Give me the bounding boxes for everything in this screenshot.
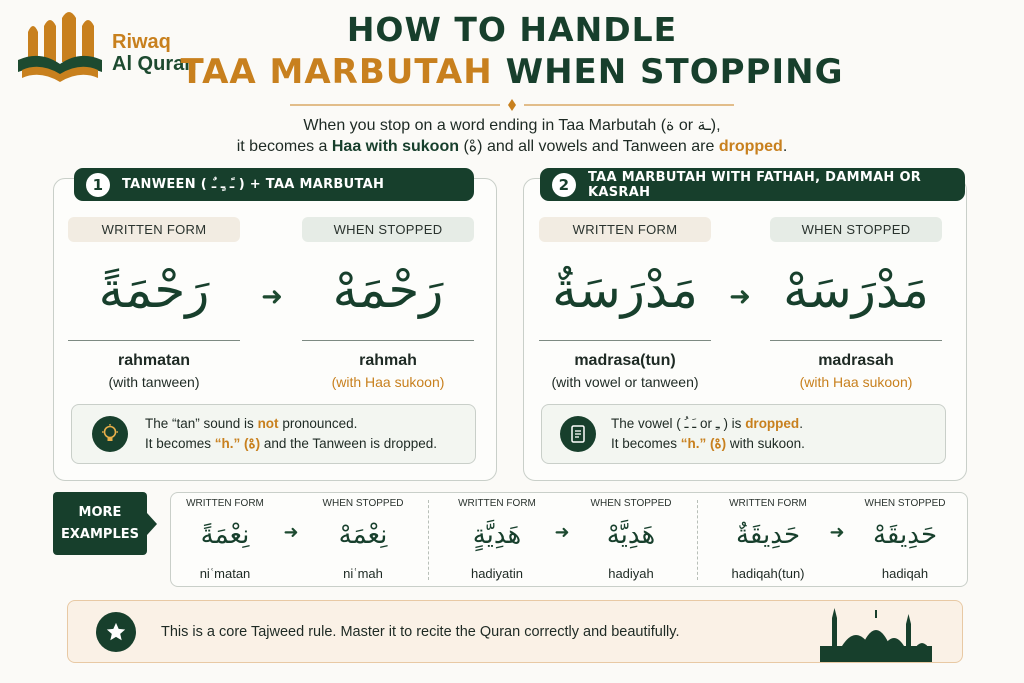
example2-written-arabic: هَدِيَّةٍ (472, 520, 522, 550)
section2-heading: TAA MARBUTAH WITH FATHAH, DAMMAH OR KASRAH (588, 169, 922, 200)
intro-line2 (0, 136, 1024, 156)
document-icon (560, 416, 596, 452)
section1-header (74, 168, 474, 201)
brand-name-line2: Al Quran (112, 53, 197, 75)
example1-stopped-label: WHEN STOPPED (322, 498, 404, 509)
more-examples-label (53, 492, 147, 555)
more-label-pointer (147, 513, 157, 535)
arrow-right-icon: ➜ (829, 522, 845, 543)
section2-tip-line2 (611, 434, 805, 454)
lightbulb-icon (92, 416, 128, 452)
example2-written-translit: hadiyatin (470, 566, 524, 581)
more-label-line2: EXAMPLES (61, 526, 139, 542)
section2-stopped-note: (with Haa sukoon) (799, 374, 913, 390)
title-highlight: TAA MARBUTAH (180, 52, 493, 92)
example2-stopped-arabic: هَدِيَّهْ (606, 520, 656, 550)
divider (539, 340, 711, 341)
example1-stopped-translit: niʿmah (343, 566, 383, 581)
intro-text: it becomes a (236, 138, 332, 155)
arrow-right-icon: ➜ (729, 282, 751, 312)
divider (770, 340, 942, 341)
tip-text: with sukoon. (726, 436, 805, 451)
tip-text: . (799, 416, 803, 431)
footer-text: This is a core Tajweed rule. Master it to recite the Quran correctly and beautifully. (161, 624, 680, 640)
tip-text: It becomes (611, 436, 681, 451)
section1-stopped-note: (with Haa sukoon) (331, 374, 445, 390)
section1-heading: TANWEEN ( ـً ـٍ ـٌ ) + TAA MARBUTAH (122, 177, 385, 192)
arrow-right-icon: ➜ (283, 522, 299, 543)
title-divider (290, 99, 734, 111)
section1-number: 1 (86, 173, 110, 197)
title-rest: WHEN STOPPING (505, 52, 844, 92)
title-line2 (0, 52, 1024, 92)
section1-tip-line1 (145, 414, 357, 434)
section2-stopped-translit: madrasah (818, 352, 894, 369)
divider (302, 340, 474, 341)
star-icon (96, 612, 136, 652)
tip-emphasis: “h.” (هْ) (680, 436, 727, 451)
title-line1: HOW TO HANDLE (346, 10, 678, 49)
brand-name-line1: Riwaq (112, 31, 171, 53)
section1-written-arabic: رَحْمَةً (98, 261, 210, 319)
section1-stopped-label: WHEN STOPPED (302, 217, 474, 242)
example3-written-translit: hadiqah(tun) (731, 566, 805, 581)
section2-tip-line1 (611, 414, 803, 434)
section1-written-note: (with tanween) (108, 374, 200, 390)
example3-written-arabic: حَدِيقَةٌ (735, 520, 801, 550)
divider (697, 500, 698, 580)
example1-written-translit: niʿmatan (199, 566, 251, 581)
section1-tip-line2 (145, 434, 437, 454)
intro-line1: When you stop on a word ending in Taa Marbutah (ة or ـة), (303, 117, 721, 134)
example1-written-arabic: نِعْمَةً (200, 520, 250, 550)
intro-emphasis-dropped: dropped (718, 138, 783, 155)
tip-text: The vowel ( ـَ ـُ or ـِ ) is (611, 416, 746, 431)
section2-stopped-arabic: مَدْرَسَهْ (783, 261, 929, 319)
tip-text: and the Tanween is dropped. (260, 436, 437, 451)
example3-stopped-arabic: حَدِيقَهْ (872, 520, 938, 550)
divider (68, 340, 240, 341)
section1-stopped-translit: rahmah (359, 352, 417, 369)
section1-written-label: WRITTEN FORM (68, 217, 240, 242)
section2-written-note: (with vowel or tanween) (551, 374, 699, 390)
tip-text: The “tan” sound is (145, 416, 258, 431)
arrow-right-icon: ➜ (554, 522, 570, 543)
tip-text: It becomes (145, 436, 215, 451)
example2-written-label: WRITTEN FORM (458, 498, 536, 509)
example1-stopped-arabic: نِعْمَهْ (338, 520, 388, 550)
tip-emphasis: “h.” (هْ) (214, 436, 261, 451)
section2-written-arabic: مَدْرَسَةٌ (552, 261, 698, 319)
tip-emphasis: dropped (745, 416, 800, 431)
section1-stopped-arabic: رَحْمَهْ (332, 261, 444, 319)
example3-written-label: WRITTEN FORM (729, 498, 807, 509)
section1-written-translit: rahmatan (117, 352, 191, 369)
more-label-line1: MORE (78, 504, 122, 520)
example3-stopped-label: WHEN STOPPED (864, 498, 946, 509)
tip-emphasis: not (257, 416, 279, 431)
section2-header (540, 168, 965, 201)
arrow-right-icon: ➜ (261, 282, 283, 312)
mosque-silhouette-icon (818, 606, 933, 662)
example3-stopped-translit: hadiqah (881, 566, 929, 581)
divider (428, 500, 429, 580)
section2-number: 2 (552, 173, 576, 197)
section2-written-label: WRITTEN FORM (539, 217, 711, 242)
section2-stopped-label: WHEN STOPPED (770, 217, 942, 242)
example2-stopped-translit: hadiyah (608, 566, 654, 581)
example2-stopped-label: WHEN STOPPED (590, 498, 672, 509)
intro-text: . (782, 138, 788, 155)
section2-written-translit: madrasa(tun) (574, 352, 676, 369)
intro-text: (هْ) and all vowels and Tanween are (459, 138, 719, 155)
intro-emphasis-haa: Haa with sukoon (331, 138, 459, 155)
tip-text: pronounced. (278, 416, 358, 431)
example1-written-label: WRITTEN FORM (186, 498, 264, 509)
